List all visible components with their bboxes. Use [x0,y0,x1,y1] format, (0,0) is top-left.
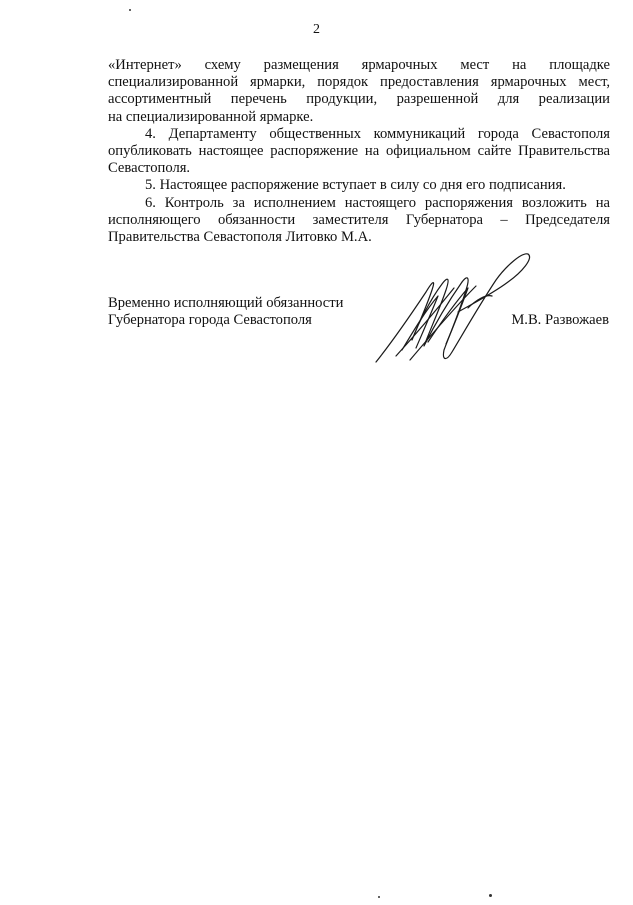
paragraph-continuation-line: на специализированной ярмарке. [108,108,314,125]
scan-speck [378,896,380,898]
signatory-name: М.В. Развожаев [511,312,609,328]
signatory-title-line: Временно исполняющий обязанности [108,295,344,311]
paragraph-continuation-line: «Интернет» схему размещения ярмарочных мест на площадке [108,57,610,73]
paragraph-item-5: 5. Настоящее распоряжение вступает в силу со дня его подписания. [145,177,566,194]
signatory-title [108,295,343,329]
scan-speck [489,894,492,897]
paragraph-continuation-line: специализированной ярмарки, порядок предоставления ярмарочных мест, [108,74,610,91]
paragraph-continuation-line: ассортиментный перечень продукции, разрешенной для реализации [108,91,610,108]
paragraph-item-4: 4. Департаменту общественных коммуникаций города Севастополя опубликовать настоящее распоряжение на официальном сайте Правительства Севастополя. [108,125,610,177]
document-body [108,57,610,246]
paragraph-item-6: 6. Контроль за исполнением настоящего распоряжения возложить на исполняющего обязанности заместителя Губернатора – Председателя Правительства Севастополя Литовко М.А. [108,194,610,246]
page-number: 2 [313,22,320,37]
handwritten-signature [372,238,537,383]
scan-speck [129,9,131,11]
signatory-title-line: Губернатора города Севастополя [108,312,312,329]
